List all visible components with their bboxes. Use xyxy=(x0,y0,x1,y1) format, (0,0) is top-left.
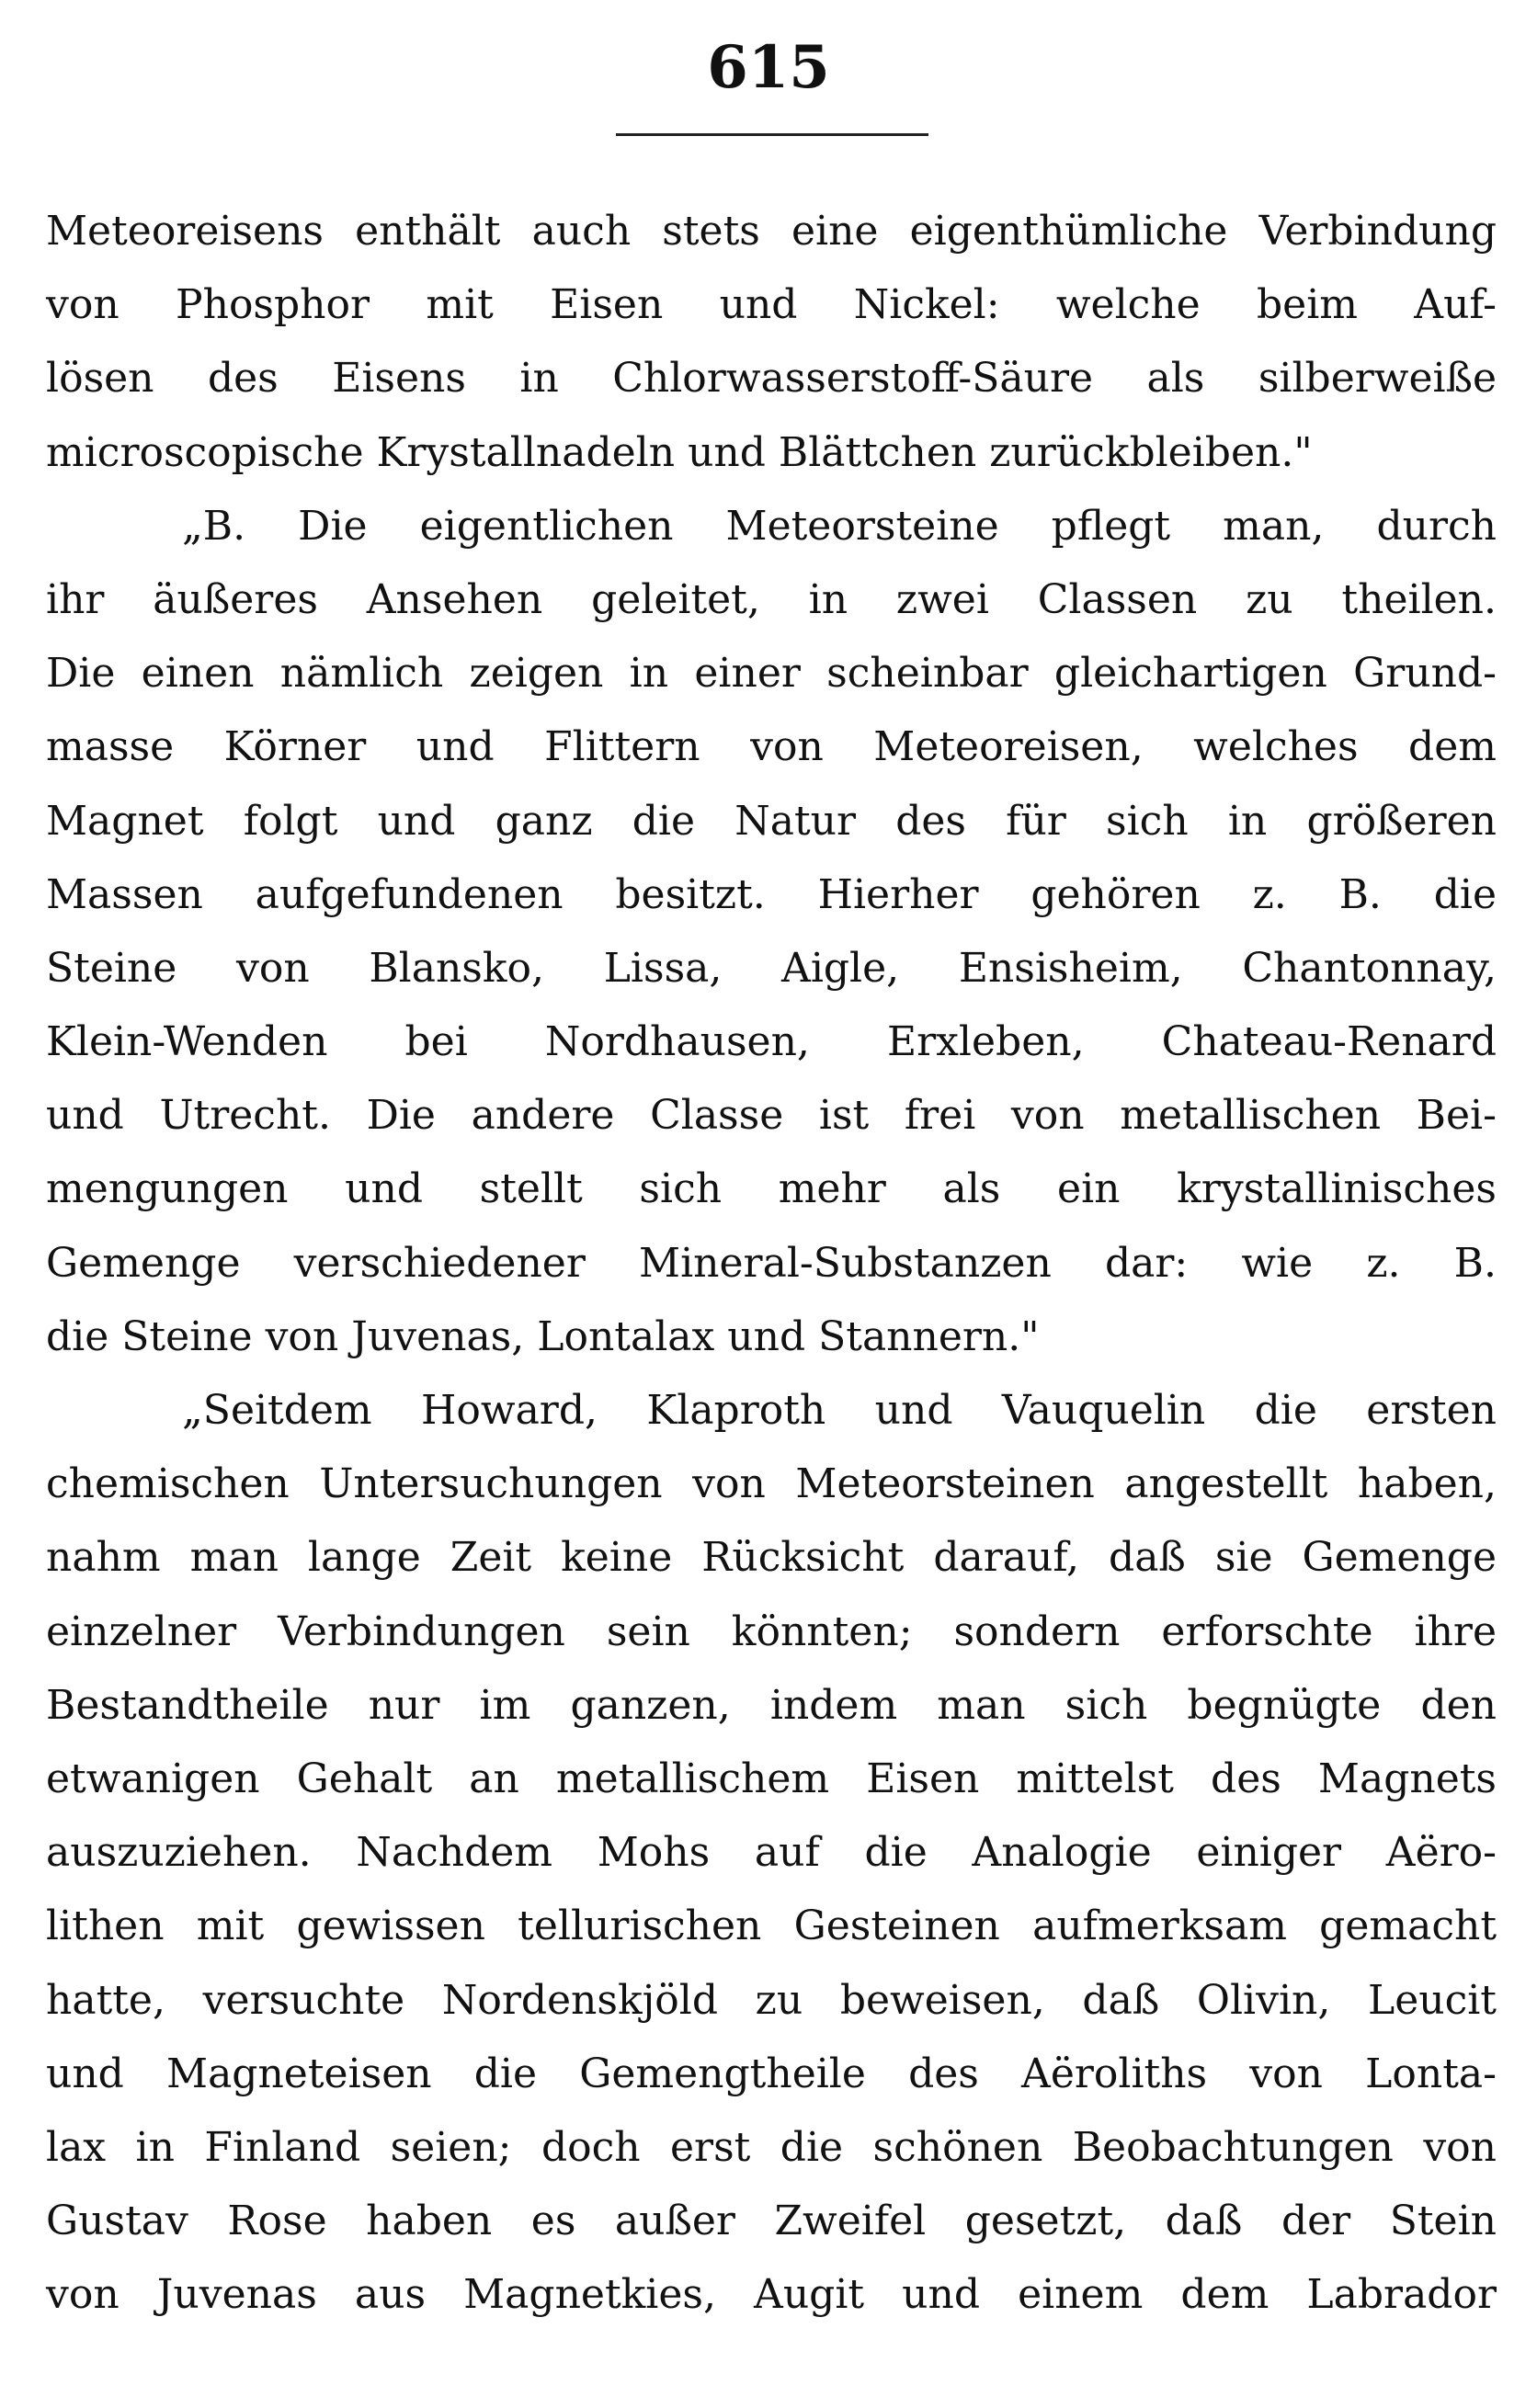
text-line: und Magneteisen die Gemengtheile des Aëroliths von Lonta- xyxy=(46,2050,1497,2097)
text-line: von Juvenas aus Magnetkies, Augit und einem dem Labrador xyxy=(46,2271,1497,2319)
text-line: hatte, versuchte Nordenskjöld zu beweisen, daß Olivin, Leucit xyxy=(46,1976,1497,2024)
text-line: ihr äußeres Ansehen geleitet, in zwei Classen zu theilen. xyxy=(46,575,1497,623)
text-line: Steine von Blansko, Lissa, Aigle, Ensisheim, Chantonnay, xyxy=(46,944,1497,992)
text-line: Magnet folgt und ganz die Natur des für sich in größeren xyxy=(46,797,1497,845)
text-line: nahm man lange Zeit keine Rücksicht darauf, daß sie Gemenge xyxy=(46,1534,1497,1582)
text-line: masse Körner und Flittern von Meteoreisen, welches dem xyxy=(46,723,1497,771)
text-line: Massen aufgefundenen besitzt. Hierher gehören z. B. die xyxy=(46,870,1497,918)
text-line: Gemenge verschiedener Mineral-Substanzen dar: wie z. B. xyxy=(46,1239,1497,1287)
text-line: chemischen Untersuchungen von Meteorsteinen angestellt haben, xyxy=(46,1460,1497,1508)
text-line: Die einen nämlich zeigen in einer scheinbar gleichartigen Grund- xyxy=(46,650,1497,698)
text-line: etwanigen Gehalt an metallischem Eisen mittelst des Magnets xyxy=(46,1755,1497,1802)
text-line: „B. Die eigentlichen Meteorsteine pflegt man, durch xyxy=(182,502,1497,550)
page-number: 615 xyxy=(707,33,830,102)
body-text xyxy=(46,195,1497,2332)
text-line: mengungen und stellt sich mehr als ein krystallinisches xyxy=(46,1165,1497,1213)
text-line: lösen des Eisens in Chlorwasserstoff-Säure als silberweiße xyxy=(46,355,1497,403)
text-line: lithen mit gewissen tellurischen Gesteinen aufmerksam gemacht xyxy=(46,1903,1497,1950)
header-rule xyxy=(616,133,928,136)
text-line: Meteoreisens enthält auch stets eine eigenthümliche Verbindung xyxy=(46,208,1497,255)
text-line: Bestandtheile nur im ganzen, indem man sich begnügte den xyxy=(46,1681,1497,1729)
text-line: „Seitdem Howard, Klaproth und Vauquelin die ersten xyxy=(182,1387,1497,1434)
text-line: und Utrecht. Die andere Classe ist frei von metallischen Bei- xyxy=(46,1092,1497,1140)
text-line: microscopische Krystallnadeln und Blättchen zurückbleiben." xyxy=(46,428,1313,476)
text-line: die Steine von Juvenas, Lontalax und Stannern." xyxy=(46,1312,1040,1360)
text-line: Gustav Rose haben es außer Zweifel gesetzt, daß der Stein xyxy=(46,2198,1497,2245)
text-line: lax in Finland seien; doch erst die schönen Beobachtungen von xyxy=(46,2123,1497,2171)
text-line: auszuziehen. Nachdem Mohs auf die Analogie einiger Aëro- xyxy=(46,1829,1497,1877)
text-line: Klein-Wenden bei Nordhausen, Erxleben, Chateau-Renard xyxy=(46,1018,1497,1066)
text-line: einzelner Verbindungen sein könnten; sondern erforschte ihre xyxy=(46,1607,1497,1655)
text-line: von Phosphor mit Eisen und Nickel: welche beim Auf- xyxy=(46,281,1497,329)
